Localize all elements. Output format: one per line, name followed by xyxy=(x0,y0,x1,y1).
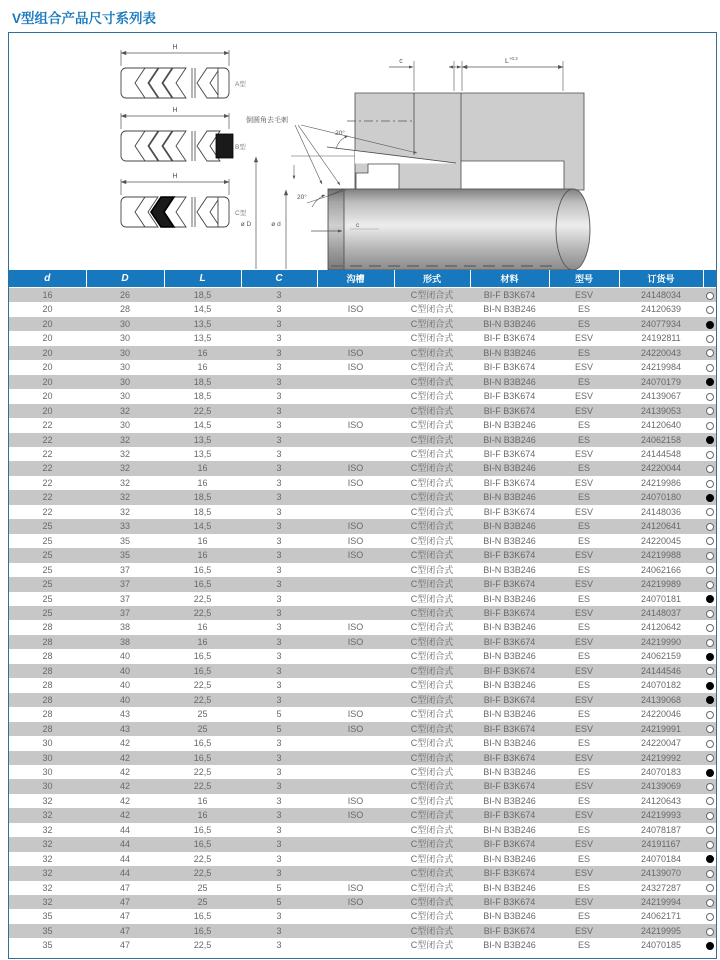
availability-dot-open xyxy=(706,639,714,647)
availability-dot-open xyxy=(706,422,714,430)
availability-dot-filled xyxy=(706,769,714,777)
page-title: V型组合产品尺寸系列表 xyxy=(12,11,157,26)
table-row: 25 35 16 3 ISO C型闭合式 BI-F B3K674 ESV 24219988 xyxy=(9,548,716,562)
header-form: 形式 xyxy=(394,270,470,288)
availability-dot-open xyxy=(706,480,714,488)
type-c-label: C型 xyxy=(235,210,247,217)
table-row: 28 40 22,5 3 C型闭合式 BI-N B3B246 ES 24070182 xyxy=(9,678,716,692)
table-row: 28 40 22,5 3 C型闭合式 BI-F B3K674 ESV 24139068 xyxy=(9,693,716,707)
dia-D-label: ø D xyxy=(240,221,252,228)
header-groove: 沟槽 xyxy=(317,270,394,288)
table-row: 30 42 22,5 3 C型闭合式 BI-F B3K674 ESV 24139069 xyxy=(9,779,716,793)
availability-dot-filled xyxy=(706,436,714,444)
header-L: L xyxy=(164,270,241,288)
table-row: 28 43 25 5 ISO C型闭合式 BI-N B3B246 ES 24220046 xyxy=(9,707,716,721)
availability-dot-filled xyxy=(706,942,714,950)
table-row: 25 37 22,5 3 C型闭合式 BI-N B3B246 ES 24070181 xyxy=(9,592,716,606)
availability-dot-open xyxy=(706,508,714,516)
dimension-table xyxy=(9,270,716,953)
availability-dot-open xyxy=(706,537,714,545)
availability-dot-filled xyxy=(706,682,714,690)
availability-dot-filled xyxy=(706,494,714,502)
table-row: 32 47 25 5 ISO C型闭合式 BI-F B3K674 ESV 24219994 xyxy=(9,895,716,909)
type-a-label: A型 xyxy=(235,81,246,88)
availability-dot-open xyxy=(706,566,714,574)
table-row: 22 32 13,5 3 C型闭合式 BI-N B3B246 ES 24062158 xyxy=(9,433,716,447)
availability-dot-filled xyxy=(706,378,714,386)
table-row: 20 32 22,5 3 C型闭合式 BI-F B3K674 ESV 24139053 xyxy=(9,404,716,418)
table-row: 25 37 22,5 3 C型闭合式 BI-F B3K674 ESV 24148037 xyxy=(9,606,716,620)
table-body xyxy=(9,288,716,953)
availability-dot-open xyxy=(706,335,714,343)
table-row: 32 44 22,5 3 C型闭合式 BI-N B3B246 ES 24070184 xyxy=(9,852,716,866)
availability-dot-open xyxy=(706,826,714,834)
table-row: 35 47 22,5 3 C型闭合式 BI-N B3B246 ES 24070185 xyxy=(9,938,716,952)
availability-dot-filled xyxy=(706,855,714,863)
table-row: 28 38 16 3 ISO C型闭合式 BI-N B3B246 ES 24120642 xyxy=(9,620,716,634)
table-row: 20 30 16 3 ISO C型闭合式 BI-N B3B246 ES 24220043 xyxy=(9,346,716,360)
dim-c-top-label: c xyxy=(399,58,403,65)
table-row: 16 26 18,5 3 C型闭合式 BI-F B3K674 ESV 24148034 xyxy=(9,288,716,303)
availability-dot-open xyxy=(706,349,714,357)
table-row: 25 33 14,5 3 ISO C型闭合式 BI-N B3B246 ES 24120641 xyxy=(9,519,716,533)
dim-l-label: $L^{+0.2}$ xyxy=(505,56,518,65)
table-row: 25 37 16,5 3 C型闭合式 BI-F B3K674 ESV 24219989 xyxy=(9,577,716,591)
dim-c-shaft-label: c xyxy=(356,222,360,229)
table-row: 20 30 16 3 ISO C型闭合式 BI-F B3K674 ESV 24219984 xyxy=(9,360,716,374)
availability-dot-open xyxy=(706,523,714,531)
table-row: 22 30 14,5 3 ISO C型闭合式 BI-N B3B246 ES 24120640 xyxy=(9,418,716,432)
header-status xyxy=(703,270,716,288)
table-row: 20 30 13,5 3 C型闭合式 BI-F B3K674 ESV 24192811 xyxy=(9,331,716,345)
availability-dot-open xyxy=(706,870,714,878)
content-frame xyxy=(8,32,717,959)
availability-dot-open xyxy=(706,306,714,314)
table-row: 28 43 25 5 ISO C型闭合式 BI-F B3K674 ESV 24219991 xyxy=(9,722,716,736)
availability-dot-open xyxy=(706,783,714,791)
availability-dot-filled xyxy=(706,321,714,329)
table-row: 28 40 16,5 3 C型闭合式 BI-F B3K674 ESV 24144546 xyxy=(9,664,716,678)
b-type-black-ring xyxy=(216,134,233,158)
dim-h-label: H xyxy=(172,107,178,114)
header-d: d xyxy=(9,270,86,288)
availability-dot-open xyxy=(706,667,714,675)
availability-dot-open xyxy=(706,610,714,618)
availability-dot-open xyxy=(706,292,714,300)
technical-drawing xyxy=(9,33,716,270)
table-row: 35 47 16,5 3 C型闭合式 BI-F B3K674 ESV 24219995 xyxy=(9,924,716,938)
table-row: 22 32 18,5 3 C型闭合式 BI-N B3B246 ES 24070180 xyxy=(9,490,716,504)
table-row: 32 44 16,5 3 C型闭合式 BI-N B3B246 ES 24078187 xyxy=(9,823,716,837)
table-row: 20 30 18,5 3 C型闭合式 BI-N B3B246 ES 24070179 xyxy=(9,375,716,389)
availability-dot-open xyxy=(706,393,714,401)
table-row: 30 42 16,5 3 C型闭合式 BI-N B3B246 ES 24220047 xyxy=(9,736,716,750)
header-order-no: 订货号 xyxy=(619,270,703,288)
seal-stack-c-drawing xyxy=(121,173,247,227)
table-header-row xyxy=(9,270,716,288)
angle-upper-label: 20° xyxy=(335,130,345,137)
availability-dot-open xyxy=(706,754,714,762)
availability-dot-open xyxy=(706,581,714,589)
table-row: 30 42 16,5 3 C型闭合式 BI-F B3K674 ESV 24219992 xyxy=(9,751,716,765)
dim-h-label: H xyxy=(172,173,178,180)
housing-block xyxy=(355,93,584,190)
availability-dot-open xyxy=(706,740,714,748)
type-b-label: B型 xyxy=(235,144,246,151)
availability-dot-open xyxy=(706,552,714,560)
availability-dot-open xyxy=(706,364,714,372)
availability-dot-open xyxy=(706,407,714,415)
availability-dot-open xyxy=(706,812,714,820)
availability-dot-open xyxy=(706,725,714,733)
header-C: C xyxy=(241,270,317,288)
shaft-drawing xyxy=(328,189,590,270)
availability-dot-open xyxy=(706,711,714,719)
availability-dot-open xyxy=(706,451,714,459)
availability-dot-filled xyxy=(706,595,714,603)
table-row: 32 47 25 5 ISO C型闭合式 BI-N B3B246 ES 24327287 xyxy=(9,881,716,895)
availability-dot-open xyxy=(706,884,714,892)
table-row: 20 28 14,5 3 ISO C型闭合式 BI-N B3B246 ES 24120639 xyxy=(9,302,716,316)
table-row: 25 35 16 3 ISO C型闭合式 BI-N B3B246 ES 24220045 xyxy=(9,534,716,548)
header-D: D xyxy=(86,270,164,288)
table-row: 20 30 13,5 3 C型闭合式 BI-N B3B246 ES 24077934 xyxy=(9,317,716,331)
availability-dot-open xyxy=(706,797,714,805)
table-row: 20 30 18,5 3 C型闭合式 BI-F B3K674 ESV 24139067 xyxy=(9,389,716,403)
table-row: 32 44 16,5 3 C型闭合式 BI-F B3K674 ESV 24191167 xyxy=(9,837,716,851)
table-row: 32 44 22,5 3 C型闭合式 BI-F B3K674 ESV 24139070 xyxy=(9,866,716,880)
table-row: 22 32 18,5 3 C型闭合式 BI-F B3K674 ESV 24148036 xyxy=(9,505,716,519)
availability-dot-open xyxy=(706,624,714,632)
angle-lower-label: 20° xyxy=(297,194,307,201)
shaft-end-ellipse xyxy=(556,189,590,270)
table-row: 22 32 16 3 ISO C型闭合式 BI-F B3K674 ESV 24219986 xyxy=(9,476,716,490)
table-row: 28 40 16,5 3 C型闭合式 BI-N B3B246 ES 24062159 xyxy=(9,649,716,663)
dia-d-label: ø d xyxy=(271,221,281,228)
table-row: 22 32 16 3 ISO C型闭合式 BI-N B3B246 ES 24220044 xyxy=(9,461,716,475)
availability-dot-open xyxy=(706,841,714,849)
header-model: 型号 xyxy=(549,270,619,288)
availability-dot-open xyxy=(706,899,714,907)
installation-drawing xyxy=(241,56,590,270)
availability-dot-open xyxy=(706,913,714,921)
table-row: 22 32 13,5 3 C型闭合式 BI-F B3K674 ESV 24144548 xyxy=(9,447,716,461)
table-row: 35 47 16,5 3 C型闭合式 BI-N B3B246 ES 24062171 xyxy=(9,909,716,923)
availability-dot-open xyxy=(706,465,714,473)
dim-h-label: H xyxy=(172,44,178,51)
availability-dot-filled xyxy=(706,653,714,661)
header-material: 材料 xyxy=(470,270,549,288)
deburr-note: 倒圆角去毛刺 xyxy=(246,117,288,124)
seal-stack-b-drawing xyxy=(121,107,246,161)
table-row: 25 37 16,5 3 C型闭合式 BI-N B3B246 ES 24062166 xyxy=(9,563,716,577)
table-row: 30 42 22,5 3 C型闭合式 BI-N B3B246 ES 24070183 xyxy=(9,765,716,779)
table-row: 32 42 16 3 ISO C型闭合式 BI-N B3B246 ES 24120643 xyxy=(9,794,716,808)
table-row: 32 42 16 3 ISO C型闭合式 BI-F B3K674 ESV 24219993 xyxy=(9,808,716,822)
availability-dot-open xyxy=(706,928,714,936)
table-row: 28 38 16 3 ISO C型闭合式 BI-F B3K674 ESV 24219990 xyxy=(9,635,716,649)
seal-stack-a-drawing xyxy=(121,44,246,98)
availability-dot-filled xyxy=(706,696,714,704)
